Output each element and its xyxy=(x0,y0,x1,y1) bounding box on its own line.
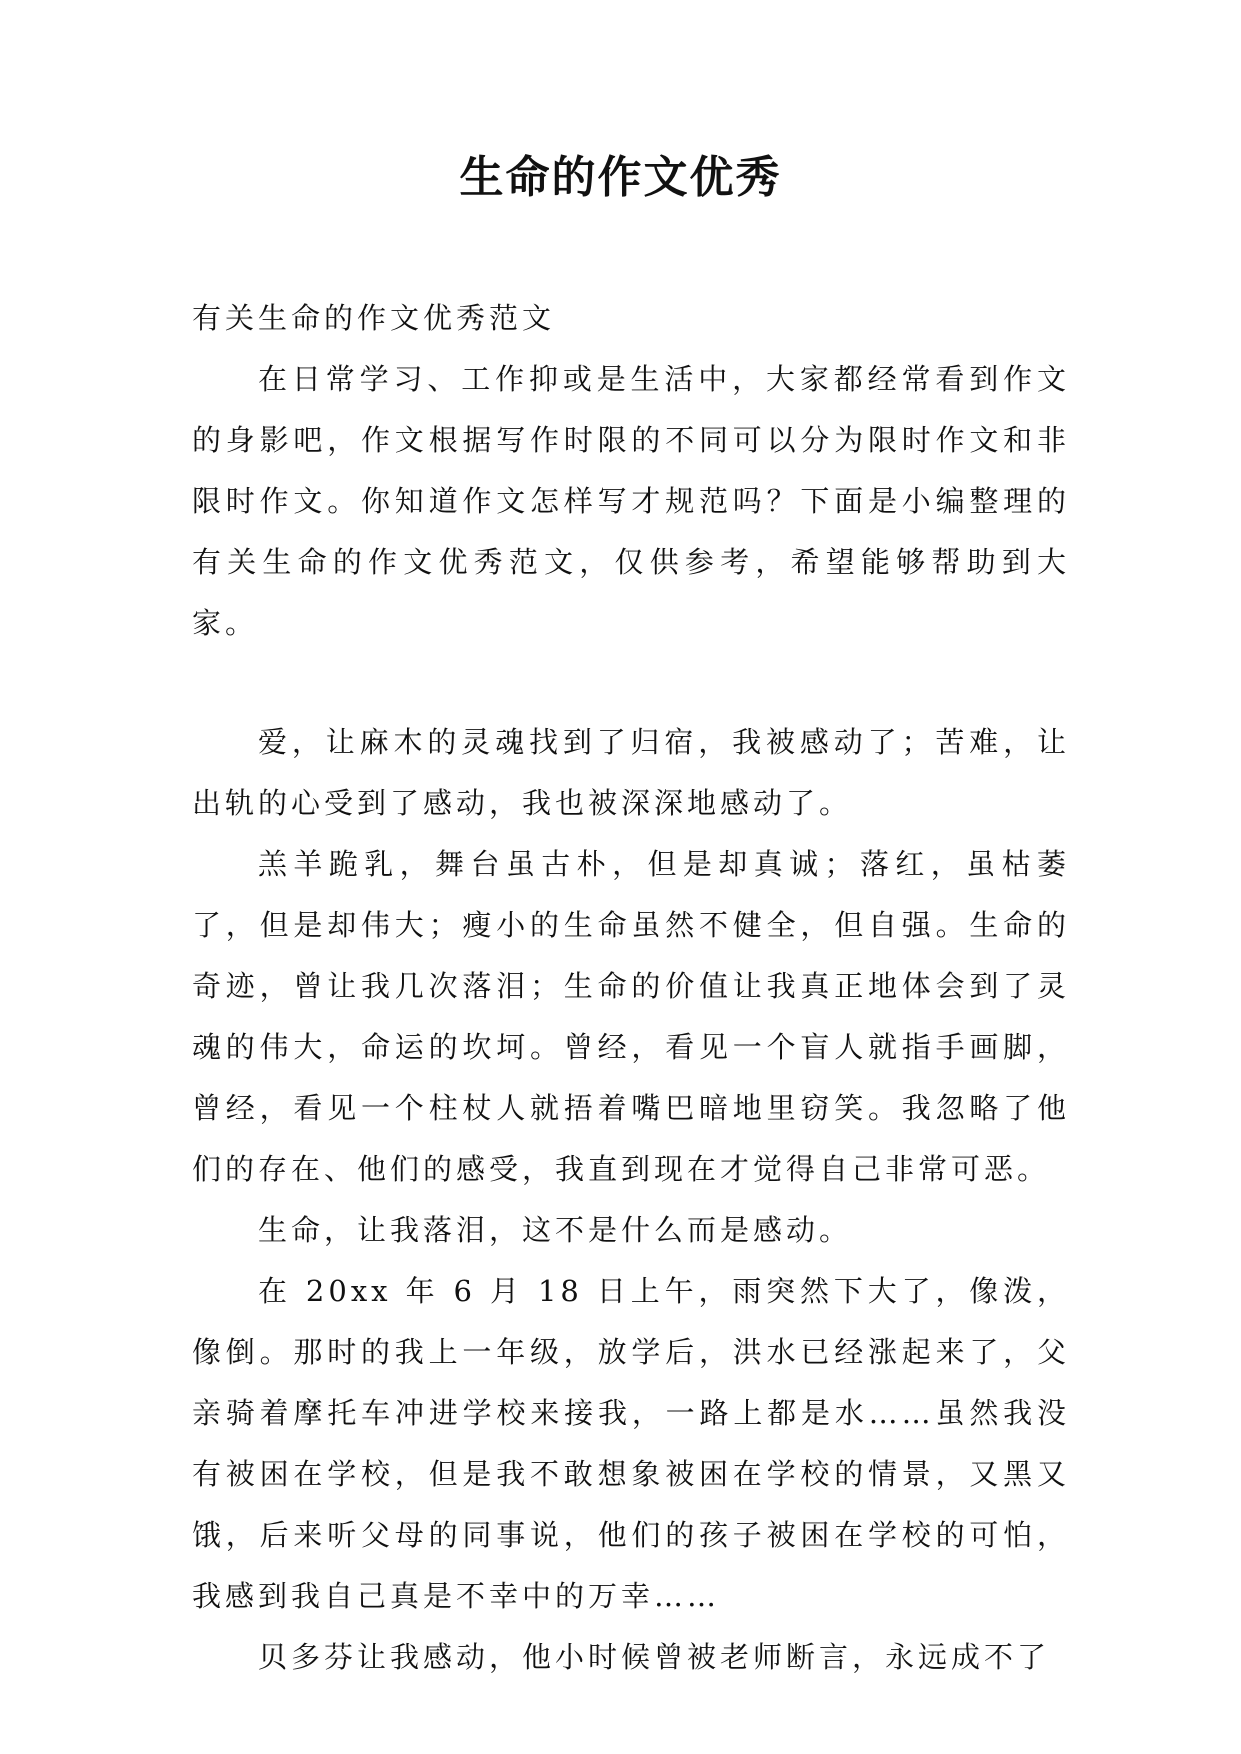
paragraph: 爱，让麻木的灵魂找到了归宿，我被感动了；苦难，让出轨的心受到了感动，我也被深深地感动了。 xyxy=(192,725,1070,820)
paragraph: 生命，让我落泪，这不是什么而是感动。 xyxy=(258,1213,853,1247)
document-body xyxy=(192,288,1070,1688)
paragraph-intro: 在日常学习、工作抑或是生活中，大家都经常看到作文的身影吧，作文根据写作时限的不同可以分为限时作文和非限时作文。你知道作文怎样写才规范吗？下面是小编整理的有关生命的作文优秀范文，仅供参考，希望能够帮助到大家。 xyxy=(192,362,1070,640)
document-title: 生命的作文优秀 xyxy=(459,152,782,203)
document-subtitle: 有关生命的作文优秀范文 xyxy=(192,301,556,335)
paragraph: 在 20xx 年 6 月 18 日上午，雨突然下大了，像泼，像倒。那时的我上一年级，放学后，洪水已经涨起来了，父亲骑着摩托车冲进学校来接我，一路上都是水……虽然我没有被困在学校，但是我不敢想象被困在学校的情景，又黑又饿，后来听父母的同事说，他们的孩子被困在学校的可怕，我感到我自己真是不幸中的万幸…… xyxy=(192,1274,1070,1613)
paragraph: 羔羊跪乳，舞台虽古朴，但是却真诚；落红，虽枯萎了，但是却伟大；瘦小的生命虽然不健全，但自强。生命的奇迹，曾让我几次落泪；生命的价值让我真正地体会到了灵魂的伟大，命运的坎坷。曾经，看见一个盲人就指手画脚，曾经，看见一个柱杖人就捂着嘴巴暗地里窃笑。我忽略了他们的存在、他们的感受，我直到现在才觉得自己非常可恶。 xyxy=(192,847,1070,1186)
paragraph: 贝多芬让我感动，他小时候曾被老师断言，永远成不了 xyxy=(258,1640,1051,1674)
